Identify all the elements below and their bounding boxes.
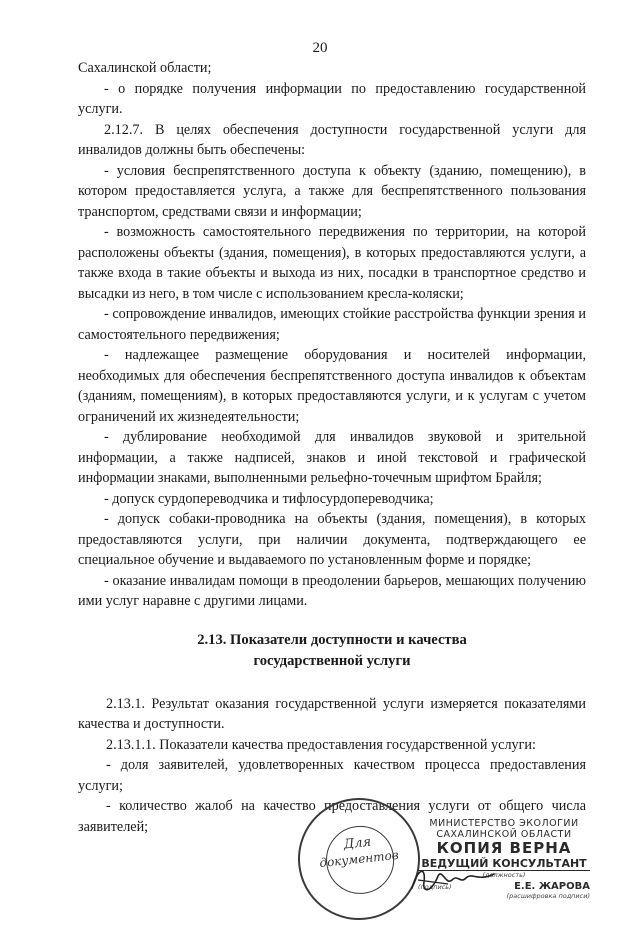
stamp-name: Е.Е. ЖАРОВА — [514, 881, 590, 892]
stamp-region-line: САХАЛИНСКОЙ ОБЛАСТИ — [436, 829, 572, 840]
document-body — [78, 58, 586, 837]
paragraph: - доля заявителей, удовлетворенных качеством процесса предоставления услуги; — [78, 757, 586, 794]
round-stamp-text: документов — [318, 847, 400, 871]
paragraph: 2.12.7. В целях обеспечения доступности государственной услуги для инвалидов должны быть обеспечены: — [78, 121, 586, 158]
stamp-caption-name: (расшифровка подписи) — [506, 892, 590, 900]
handwritten-signature — [408, 862, 498, 898]
paragraph: 2.13.1. Результат оказания государственной услуги измеряется показателями качества и доступности. — [78, 695, 586, 732]
paragraph: - о порядке получения информации по предоставлению государственной услуги. — [78, 80, 586, 117]
stamp-ministry-line: МИНИСТЕРСТВО ЭКОЛОГИИ — [429, 818, 579, 829]
paragraph: - условия беспрепятственного доступа к объекту (зданию, помещению), в котором предоставляется услуга, а также для беспрепятственного пользования транспортом, средствами связи и информации; — [78, 162, 586, 220]
paragraph: - допуск сурдопереводчика и тифлосурдопереводчика; — [104, 490, 434, 507]
paragraph: - возможность самостоятельного передвижения по территории, на которой расположены объекты (здания, помещения), в которых предоставляются услуги, а также входа в такие объекты и выхода из них, посадки в транспортное средство и высадки из него, в том числе с использованием кресла-коляски; — [78, 224, 586, 302]
section-heading — [78, 630, 586, 672]
stamp-copy-verified: КОПИЯ ВЕРНА — [436, 839, 572, 857]
paragraph: - надлежащее размещение оборудования и носителей информации, необходимых для обеспечения беспрепятственного доступа инвалидов к объектам (зданиям, помещениям), в которых предоставляются услуги, и к услугам с учетом ограничений их жизнедеятельности; — [78, 347, 586, 425]
paragraph: - оказание инвалидам помощи в преодолении барьеров, мешающих получению ими услуг наравне с другими лицами. — [78, 572, 586, 609]
paragraph: - сопровождение инвалидов, имеющих стойкие расстройства функции зрения и самостоятельного передвижения; — [78, 306, 586, 343]
stamp-position: ВЕДУЩИЙ КОНСУЛЬТАНТ — [418, 857, 590, 871]
section-heading-line: 2.13. Показатели доступности и качества — [197, 631, 467, 648]
paragraph: - дублирование необходимой для инвалидов звуковой и зрительной информации, а также надписей, знаков и иной текстовой и графической информации знаками, выполненными рельефно-точечным шрифтом Брайля; — [78, 429, 586, 486]
paragraph: 2.13.1.1. Показатели качества предоставления государственной услуги: — [106, 736, 536, 753]
stamp-caption-signature: (подпись) — [418, 882, 452, 891]
paragraph: - количество жалоб на качество предоставления услуги от общего числа заявителей; — [78, 798, 586, 835]
paragraph: Сахалинской области; — [78, 60, 212, 76]
paragraph: - допуск собаки-проводника на объекты (здания, помещения), в которых предоставляются услуги, при наличии документа, подтверждающего ее специальное обучение и выдаваемого по установленным форме и порядке; — [78, 511, 586, 568]
section-heading-line: государственной услуги — [253, 652, 411, 669]
stamp-caption-position: (должность) — [482, 871, 526, 879]
round-stamp-text: Для — [342, 834, 372, 853]
page-number: 20 — [312, 40, 328, 56]
